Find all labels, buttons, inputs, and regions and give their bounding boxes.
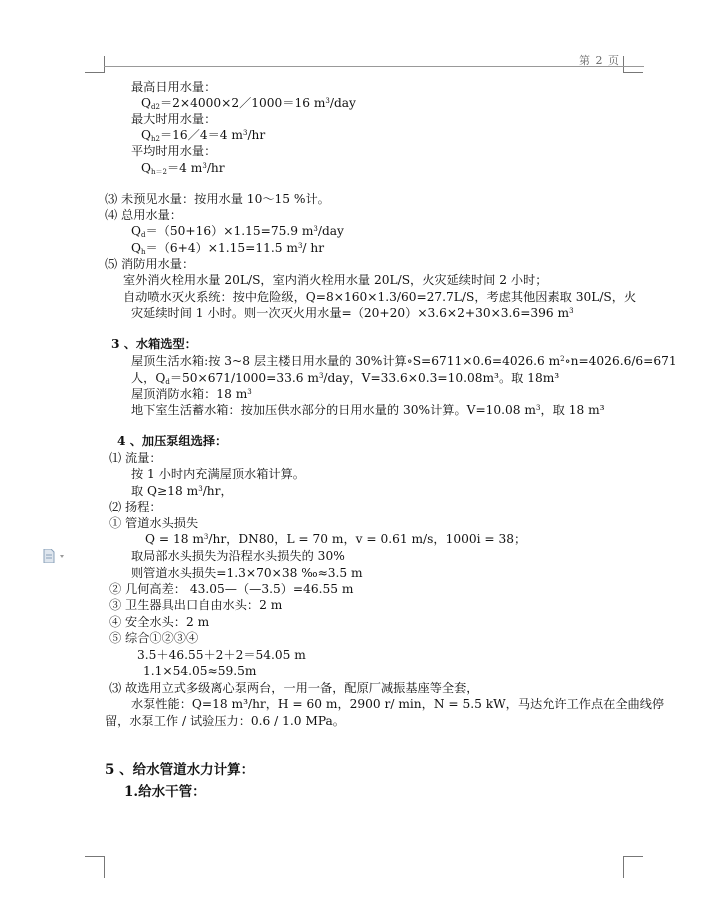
- text-line: 灾延续时间 1 小时。则一次灭火用水量=（20+20）×3.6×2+30×3.6=396 $m^3$: [131, 306, 574, 320]
- formula-line: $Q_d=(50+16)\times 1.15=75.9$ $m^3$/day: [131, 224, 344, 239]
- document-icon[interactable]: [43, 548, 67, 562]
- text-line: 取局部水头损失为沿程水头损失的 30%: [131, 549, 345, 563]
- list-item: ⑸ 消防用水量：: [105, 257, 195, 271]
- page-number: 第 2 页: [579, 54, 620, 67]
- text-line: 地下室生活蓄水箱：按加压供水部分的日用水量的 30%计算。V=10.08 $m^3$，取 18 m³: [131, 403, 605, 417]
- formula-line: $Q_h=(6+4)\times 1.15=11.5$ $m^3/$ hr: [131, 241, 325, 256]
- list-item: ⑴ 流量：: [109, 451, 162, 465]
- list-item: ⑶ 故选用立式多级离心泵两台，一用一备，配原厂减振基座等全套，: [109, 681, 479, 695]
- formula-line: 1.1×54.05≈59.5m: [143, 664, 257, 678]
- text-line: 室外消火栓用水量 20L/S，室内消火栓用水量 20L/S，火灾延续时间 2 小时；: [123, 273, 548, 287]
- list-item: ③ 卫生器具出口自由水头：2 m: [109, 598, 283, 612]
- text-line: 屋顶消防水箱：18 $m^3$: [131, 387, 252, 401]
- text-line: 最大时用水量：: [131, 112, 217, 126]
- text-line: 取 Q≥18 $m^3/hr$，: [131, 484, 233, 498]
- list-item: ⑵ 扬程：: [109, 500, 162, 514]
- text-line: 自动喷水灭火系统：按中危险级，Q=8×160×1.3/60=27.7L/S，考虑其他因素取 30L/S，火: [123, 290, 637, 304]
- list-item: ⑶ 未预见水量：按用水量 10～15 %计。: [105, 192, 330, 206]
- section-heading: 3 、水箱选型：: [111, 337, 197, 351]
- text-line: 则管道水头损失=1.3×70×38 ‰≈3.5 m: [131, 566, 363, 580]
- text-line: 按 1 小时内充满屋顶水箱计算。: [131, 467, 305, 481]
- formula-line: Q = 18 $m^3/hr$，DN80，L = 70 m，v = 0.61 m/s，1000i = 38；: [145, 532, 527, 546]
- section-heading: 4 、加压泵组选择：: [117, 434, 228, 448]
- text-line: 留，水泵工作 / 试验压力：0.6 / 1.0 MPa。: [105, 714, 345, 728]
- list-item: ② 几何高差： 43.05—（—3.5）=46.55 m: [109, 582, 354, 596]
- subsection-heading: 1.给水干管：: [124, 784, 206, 800]
- text-line: 水泵性能：Q=18 m³/hr，H = 60 m，2900 r/ min，N = 5.5 kW，马达允许工作点在全曲线停: [131, 697, 665, 711]
- formula-line: 3.5＋46.55＋2＋2＝54.05 m: [137, 648, 306, 662]
- list-item: ⑤ 综合①②③④: [109, 631, 199, 645]
- list-item: ① 管道水头损失: [109, 516, 199, 530]
- section-heading: 5 、给水管道水力计算：: [105, 762, 255, 778]
- text-line: 人，$Q_d=50\times 671/1000=33.6$ $m^3$/day，V=33.6×0.3=10.08m³。取 18m³: [131, 371, 560, 386]
- text-line: 最高日用水量：: [131, 80, 217, 94]
- formula-line: $Q_{h=2}=4$ $m^3/hr$: [141, 161, 225, 176]
- formula-line: $Q_{h2}=16/4=4$ $m^3/hr$: [141, 128, 266, 143]
- list-item: ④ 安全水头：2 m: [109, 615, 210, 629]
- header-rule: [104, 66, 644, 67]
- formula-line: $Q_{d2}=2\times 4000\times 2/1000=16$ $m^3$/day: [141, 96, 356, 111]
- text-line: 屋顶生活水箱:按 3~8 层主楼日用水量的 30%计算∘S=6711×0.6=4026.6 $m^2\circ n=4026.6/6=671$: [131, 354, 677, 368]
- text-line: 平均时用水量：: [131, 144, 217, 158]
- list-item: ⑷ 总用水量：: [105, 208, 182, 222]
